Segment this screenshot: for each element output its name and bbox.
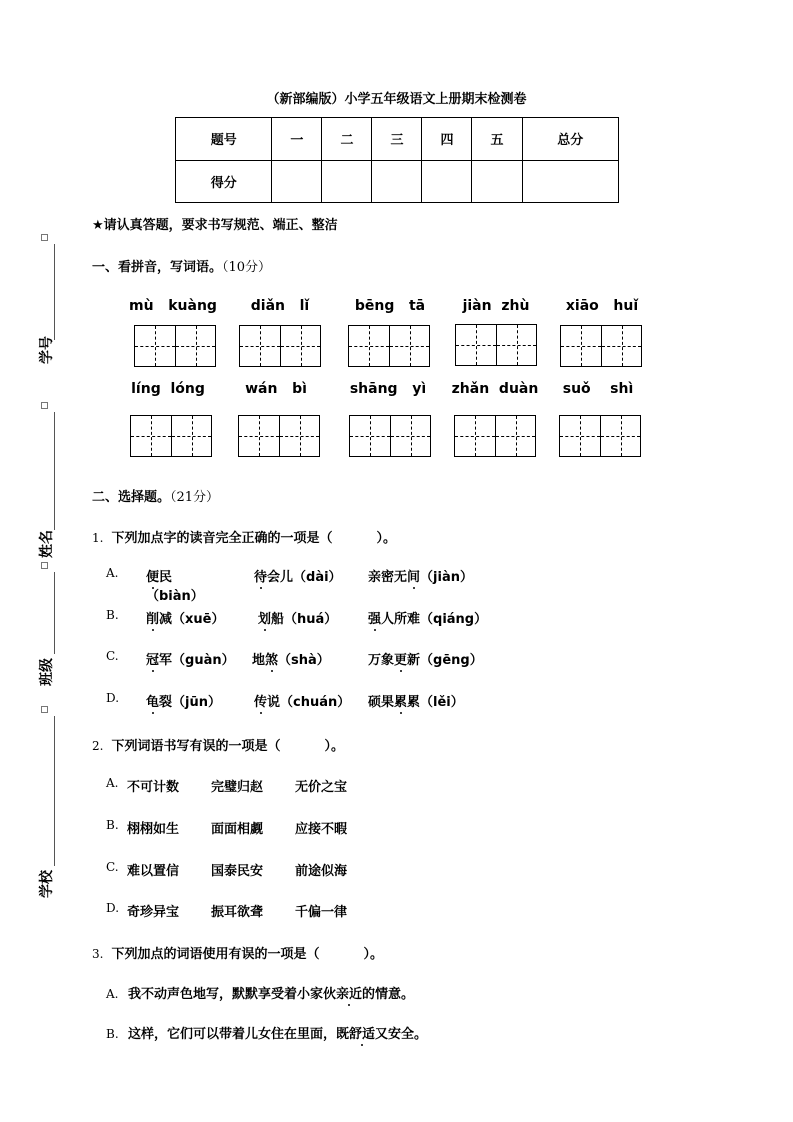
binding-mark bbox=[41, 234, 48, 241]
section-2-points: （21分） bbox=[170, 490, 220, 505]
writing-grid[interactable] bbox=[130, 415, 212, 457]
option-word: 难以置信 bbox=[127, 864, 180, 879]
section-1-heading bbox=[92, 256, 271, 275]
dotted-char: 便 bbox=[146, 570, 160, 585]
option-word: 国泰民安 bbox=[211, 864, 264, 879]
score-header-cell: 五 bbox=[472, 118, 522, 161]
option-row[interactable]: A. 便民（biàn） 待会儿（dài） 亲密无间（jiàn） bbox=[106, 566, 473, 604]
student-id-label: 学号 bbox=[39, 336, 55, 364]
option-row[interactable]: B. 削减（xuē） 划船（huá） 强人所难（qiáng） bbox=[106, 608, 488, 627]
option-letter: C. bbox=[106, 860, 119, 874]
question-number: 2. bbox=[92, 739, 104, 753]
option-row[interactable] bbox=[106, 860, 406, 879]
writing-grid[interactable] bbox=[134, 325, 216, 367]
question-2 bbox=[92, 735, 344, 754]
binding-mark bbox=[41, 562, 48, 569]
option-word: 无价之宝 bbox=[295, 780, 348, 795]
option-word: 振耳欲聋 bbox=[211, 905, 264, 920]
dotted-char: 传 bbox=[254, 695, 268, 710]
option-text: 这样，它们可以带着儿女住在里面，既 bbox=[128, 1027, 350, 1042]
score-input-cell[interactable] bbox=[522, 160, 619, 203]
dotted-char: 削 bbox=[146, 612, 160, 627]
pinyin-label: xiāo huǐ bbox=[565, 298, 639, 314]
option-letter: B. bbox=[106, 608, 119, 622]
score-header-cell: 四 bbox=[422, 118, 472, 161]
option-text-end: 的情意。 bbox=[362, 987, 415, 1002]
option-word: 应接不暇 bbox=[295, 822, 348, 837]
section-1-points: （10分） bbox=[222, 260, 272, 275]
score-header-cell: 三 bbox=[372, 118, 422, 161]
section-2-heading bbox=[92, 486, 219, 505]
score-table-score-row bbox=[176, 160, 619, 203]
option-row[interactable] bbox=[106, 983, 414, 1002]
score-input-cell[interactable] bbox=[422, 160, 472, 203]
option-word: 千偏一律 bbox=[295, 905, 348, 920]
option-letter: D. bbox=[106, 901, 120, 915]
score-table-header-row bbox=[176, 118, 619, 161]
pinyin-label: jiàn zhù bbox=[462, 298, 530, 314]
dotted-char: 累 bbox=[394, 695, 408, 710]
pinyin-label: zhǎn duàn bbox=[451, 381, 539, 397]
option-letter: A. bbox=[106, 776, 119, 790]
binding-line bbox=[54, 716, 55, 866]
pinyin-label: suǒ shì bbox=[562, 381, 634, 397]
pinyin-label: diǎn lǐ bbox=[250, 298, 310, 314]
option-row[interactable] bbox=[106, 776, 406, 795]
binding-line bbox=[54, 412, 55, 530]
dotted-char: 待 bbox=[254, 570, 268, 585]
question-number: 3. bbox=[92, 947, 104, 961]
name-label: 姓名 bbox=[39, 530, 55, 558]
question-text: 下列加点的词语使用有误的一项是（ bbox=[111, 947, 320, 962]
option-word: 完璧归赵 bbox=[211, 780, 264, 795]
school-label: 学校 bbox=[39, 870, 55, 898]
dotted-char: 龟 bbox=[146, 695, 160, 710]
dotted-word: 舒适 bbox=[349, 1027, 376, 1042]
instructions-note: ★请认真答题，要求书写规范、端正、整洁 bbox=[92, 218, 338, 233]
score-header-cell: 题号 bbox=[176, 118, 272, 161]
option-text-end: 又安全。 bbox=[375, 1027, 428, 1042]
option-letter: B. bbox=[106, 818, 119, 832]
dotted-char: 更 bbox=[394, 653, 408, 668]
option-word: 不可计数 bbox=[127, 780, 180, 795]
score-input-cell[interactable] bbox=[272, 160, 322, 203]
question-3 bbox=[92, 943, 383, 962]
page-title: （新部编版）小学五年级语文上册期末检测卷 bbox=[266, 92, 527, 107]
option-word: 栩栩如生 bbox=[127, 822, 180, 837]
score-header-cell: 总分 bbox=[522, 118, 619, 161]
question-number: 1. bbox=[92, 531, 104, 545]
option-row[interactable] bbox=[106, 1023, 427, 1042]
option-word: 前途似海 bbox=[295, 864, 348, 879]
option-letter: A. bbox=[106, 987, 119, 1001]
option-letter: C. bbox=[106, 649, 119, 663]
writing-grid[interactable] bbox=[349, 415, 431, 457]
option-letter: B. bbox=[106, 1027, 119, 1041]
score-header-cell: 二 bbox=[322, 118, 372, 161]
question-end: ）。 bbox=[324, 739, 344, 754]
option-letter: A. bbox=[106, 566, 119, 580]
pinyin-label: líng lóng bbox=[131, 381, 205, 397]
writing-grid[interactable] bbox=[455, 324, 537, 366]
question-text: 下列词语书写有误的一项是（ bbox=[111, 739, 281, 754]
writing-grid[interactable] bbox=[239, 325, 321, 367]
option-row[interactable] bbox=[106, 901, 406, 920]
pinyin-label: bēng tā bbox=[354, 298, 426, 314]
score-input-cell[interactable] bbox=[322, 160, 372, 203]
dotted-char: 煞 bbox=[265, 653, 279, 668]
score-header-cell: 一 bbox=[272, 118, 322, 161]
score-input-cell[interactable] bbox=[472, 160, 522, 203]
section-1-title: 一、看拼音，写词语。 bbox=[92, 260, 223, 275]
score-table bbox=[175, 117, 619, 203]
score-row-label: 得分 bbox=[176, 160, 272, 203]
dotted-char: 间 bbox=[407, 570, 421, 585]
question-text: 下列加点字的读音完全正确的一项是（ bbox=[111, 531, 333, 546]
binding-line bbox=[54, 572, 55, 654]
dotted-char: 冠 bbox=[146, 653, 160, 668]
dotted-char: 划 bbox=[258, 612, 272, 627]
writing-grid[interactable] bbox=[238, 415, 320, 457]
writing-grid[interactable] bbox=[559, 415, 641, 457]
binding-mark bbox=[41, 706, 48, 713]
option-text: 我不动声色地写，默默享受着小家伙 bbox=[128, 987, 337, 1002]
question-end: ）。 bbox=[376, 531, 396, 546]
binding-line bbox=[54, 244, 55, 340]
dotted-char: 强 bbox=[368, 612, 382, 627]
question-1 bbox=[92, 527, 396, 546]
writing-grid[interactable] bbox=[348, 325, 430, 367]
option-row[interactable]: D. 龟裂（jūn） 传说（chuán） 硕果累累（lěi） bbox=[106, 691, 464, 710]
option-row[interactable]: C. 冠军（guàn） 地煞（shà） 万象更新（gēng） bbox=[106, 649, 483, 668]
writing-grid[interactable] bbox=[454, 415, 536, 457]
binding-mark bbox=[41, 402, 48, 409]
dotted-word: 亲近 bbox=[336, 987, 363, 1002]
pinyin-label: wán bì bbox=[245, 381, 307, 397]
option-word: 奇珍异宝 bbox=[127, 905, 180, 920]
writing-grid[interactable] bbox=[560, 325, 642, 367]
option-letter: D. bbox=[106, 691, 120, 705]
section-2-title: 二、选择题。 bbox=[92, 490, 171, 505]
pinyin-label: shāng yì bbox=[349, 381, 427, 397]
score-input-cell[interactable] bbox=[372, 160, 422, 203]
pinyin-label: mù kuàng bbox=[129, 298, 217, 314]
class-label: 班级 bbox=[39, 658, 55, 686]
question-end: ）。 bbox=[363, 947, 383, 962]
option-word: 面面相觑 bbox=[211, 822, 264, 837]
option-row[interactable] bbox=[106, 818, 406, 837]
